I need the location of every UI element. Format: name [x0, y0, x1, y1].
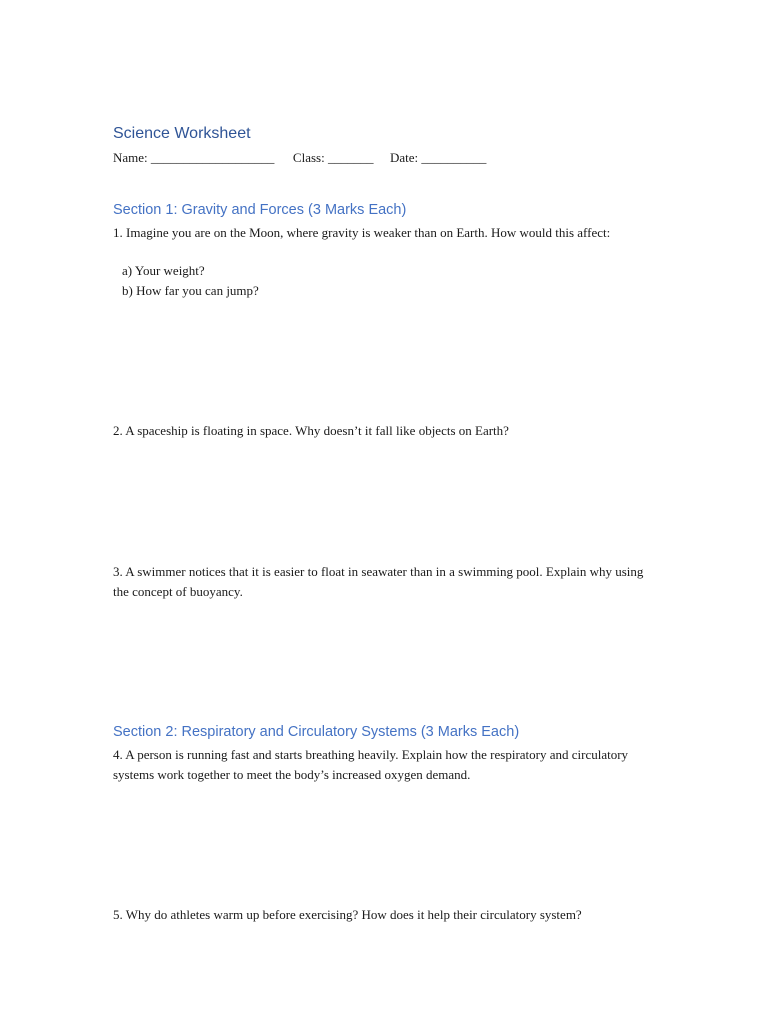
question-1-part-a: a) Your weight? — [122, 263, 205, 278]
date-field: Date: __________ — [389, 150, 487, 165]
section-1-heading: Section 1: Gravity and Forces (3 Marks Each) — [113, 202, 407, 218]
student-info-fields — [113, 148, 653, 168]
question-1: 1. Imagine you are on the Moon, where gravity is weaker than on Earth. How would this affect: — [113, 225, 611, 240]
question-5: 5. Why do athletes warm up before exercising? How does it help their circulatory system? — [113, 907, 582, 922]
question-1-part-b: b) How far you can jump? — [122, 283, 259, 298]
section-2-heading: Section 2: Respiratory and Circulatory Systems (3 Marks Each) — [113, 724, 520, 740]
question-4: 4. A person is running fast and starts breathing heavily. Explain how the respiratory and circulatory systems work together to meet the body’s increased oxygen demand. — [113, 747, 629, 782]
page-title: Science Worksheet — [113, 125, 251, 142]
question-3: 3. A swimmer notices that it is easier to float in seawater than in a swimming pool. Explain why using the concept of buoyancy. — [113, 564, 644, 599]
name-field: Name: ___________________ — [113, 150, 275, 165]
class-field: Class: _______ — [292, 150, 374, 165]
question-2: 2. A spaceship is floating in space. Why doesn’t it fall like objects on Earth? — [113, 423, 509, 438]
